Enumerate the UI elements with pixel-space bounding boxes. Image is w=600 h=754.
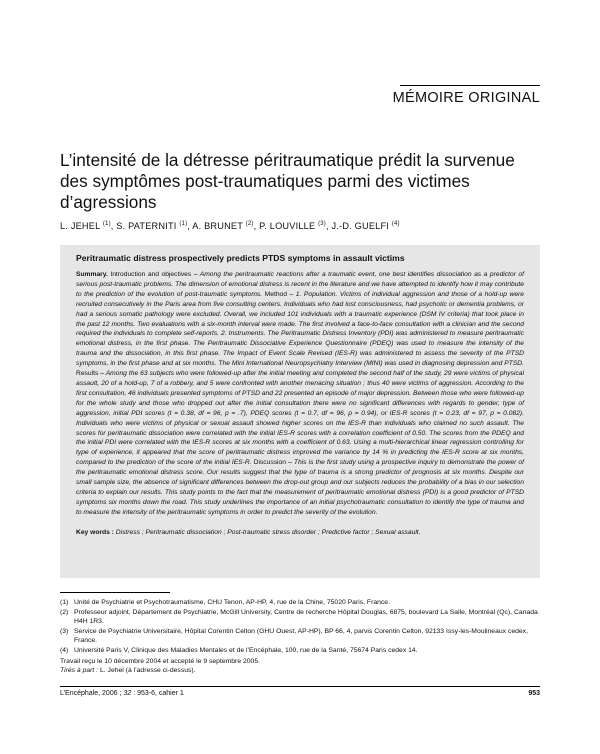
footnote: (1) Unité de Psychiatrie et Psychotraumatisme, CHU Tenon, AP-HP, 4, rue de la Chine, 75020 Paris, France. [60,599,390,606]
journal-citation: L’Encéphale, 2006 ; 32 : 953-6, cahier 1 [60,690,184,697]
reprints-note: Tirés à part : L. Jehel (à l’adresse ci-dessus). [60,667,196,675]
author-list: L. JEHEL $^{(1)}$, S. PATERNITI $^{(1)}$, A. BRUNET $^{(2)}$, P. LOUVILLE $^{(3)}$, J.-D. GUELFI $^{(4)}$ [60,221,400,232]
page-number: 953 [528,690,540,697]
footnotes [60,598,540,676]
author: A. BRUNET $^{(2)}$ [192,221,254,232]
abstract-heading: Peritraumatic distress prospectively predicts PTDS symptoms in assault victims [76,253,405,263]
author: L. JEHEL $^{(1)}$ [60,221,111,232]
abstract-body: Summary. Introduction and objectives – Among the peritraumatic reactions after a traumatic event, one best identifies dissociation as a predictor of serious post-traumatic problems. The dimension of emotional distress is recent in the literature and we have attempted to identify how it may contribute to the prediction of the evolution of post-traumatic symptoms. Method – 1. Population. Victims of individual aggression and those of a hold-up were recruited consecutively in the Paris area from five consulting centers. Individuals who had lost consciousness, had psychotic or dementia problems, or had a serious somatic pathology were excluded. Overall, we included 101 individuals with a traumatic experience (DSM IV criteria) that took place in the past 12 months. Two evaluations with a six-month interval were made. The first involved a face-to-face consultation with a clinician and the second required the individuals to complete self-reports. 2. Instruments. The Peritraumatic Distress Inventory (PDI) was administered to measure peritraumatic emotional distress, in the first phase. The Peritraumatic Dissociative Experience Questionnaire (PDEQ) was used to measure the intensity of the trauma and the dissociation, in this first phase. The Impact of Event Scale Revised (IES-R) was administered to assess the severity of the PTSD symptoms, in the first phase and at six months. The Mini International Neuropsychiatry Interview (MINI) was used in diagnosing depression and PTSD. Results – Among the 63 subjects who were followed-up after the initial meeting and completed the second half of the study, 29 were victims of physical assault, 20 of a hold-up, 7 of a robbery, and 5 were confronted with another menacing situation ; thus 40 were victims of aggression. According to the first consultation, 46 individuals presented symptoms of PTSD and 22 presented an episode of major depression. Between those who were followed-up for the whole study and those who dropped out after the initial consultation there were no significant differences with regards to gender, type of aggression, initial PDI scores (t = 0.38, df = 96, p = .7), PDEQ scores (t = 0.7, df = 96, p = 0.94), or IES-R scores (t = 0.23, df = 97, p = 0.082). Individuals who were victims of physical or sexual assault showed higher scores on the IES-R than individuals who claimed no such assault. The scores for peritraumatic dissociation were correlated with the initial IES-R scores with a correlation coefficient of 0.50. The scores from the PDEQ and the initial PDI were correlated with the IES-R scores at six months with a coefficient of 0.63. Using a multi-hierarchical linear regression controlling for type of experience, it appeared that the score of peritraumatic distress improved the variance by 14 % in predicting the IES-R score at six months, compared to the prediction of the score of the initial IES-R. Discussion – This is the first study using a prospective inquiry to demonstrate the power of the peritraumatic emotional distress score. Our results suggest that the type of trauma is a strong predictor of prognosis at six months. Despite our small sample size, the absence of significant differences between the drop-out group and our subjects reduces the probability of a bias in our selection criteria to explain our results. This study points to the fact that the measurement of peritraumatic emotional distress (PDI) is a good predictor of PTSD symptoms six months down the road. This study underlines the importance of an initial psychotraumatic consultation to identify the type of trauma and to measure the intensity of the peritraumatic symptoms in order to predict the severity of the evolution. [76,271,525,516]
footer-rule [60,686,540,687]
footnote-rule [60,592,170,593]
abstract-box [60,245,540,578]
keywords: Key words : Distress ; Peritraumatic dissociation ; Post-traumatic stress disorder ; Predictive factor ; Sexual assault. [76,528,421,536]
section-rule [400,85,540,86]
footnote: (2) Professeur adjoint, Département de Psychiatrie, McGill University, Centre de recherche Hôpital Douglas, 6875, boulevard La Salle, Montréal (Qc), Canada H4H 1R3. [60,608,538,626]
author: P. LOUVILLE $^{(3)}$ [259,221,326,232]
footnote: (4) Université Paris V, Clinique des Maladies Mentales et de l’Encéphale, 100, rue de la Santé, 75674 Paris cedex 14. [60,646,418,654]
author: J.-D. GUELFI $^{(4)}$ [331,221,400,232]
article-title: L’intensité de la détresse péritraumatique prédit la survenue des symptômes post-traumatiques parmi des victimes d’agressions [60,150,515,212]
author: S. PATERNITI $^{(1)}$ [116,221,188,232]
received-note: Travail reçu le 10 décembre 2004 et accepté le 9 septembre 2005. [60,657,260,665]
section-label: MÉMOIRE ORIGINAL [392,90,540,106]
footnote: (3) Service de Psychiatrie Universitaire, Hôpital Corentin Celton (GHU Ouest, AP-HP), BP 66, 4, parvis Corentin Celton, 92133 Issy-les-Moulineaux cedex, France. [60,627,528,645]
